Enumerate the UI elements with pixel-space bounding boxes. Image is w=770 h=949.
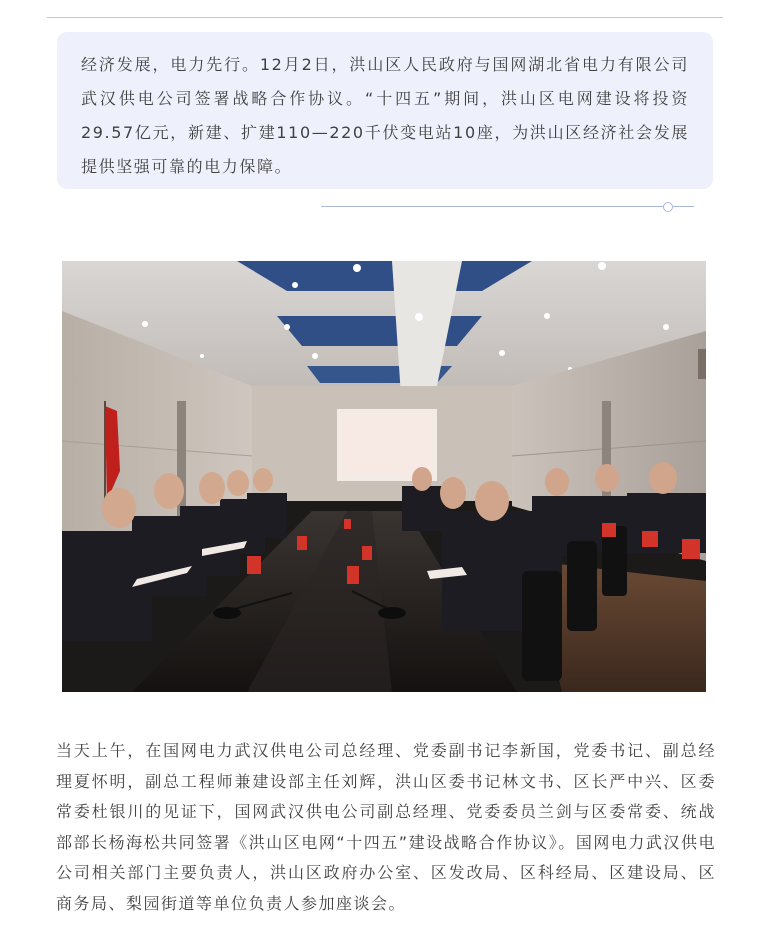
body-paragraph: 当天上午，在国网电力武汉供电公司总经理、党委副书记李新国，党委书记、副总经理夏怀明，副总工程师兼建设部主任刘辉，洪山区委书记林文书、区长严中兴、区委常委杜银川的见证下，国网武汉供电公司副总经理、党委委员兰剑与区委常委、统战部部长杨海松共同签署《洪山区电网“十四五”建设战略合作协议》。国网电力武汉供电公司相关部门主要负责人，洪山区政府办公室、区发改局、区科经局、区建设局、区商务局、梨园街道等单位负责人参加座谈会。 xyxy=(56,741,716,913)
top-divider xyxy=(47,17,723,18)
intro-paragraph: 经济发展，电力先行。12月2日，洪山区人民政府与国网湖北省电力有限公司武汉供电公司签署战略合作协议。“十四五”期间，洪山区电网建设将投资29.57亿元，新建、扩建110—220千伏变电站10座，为洪山区经济社会发展提供坚强可靠的电力保障。 xyxy=(81,55,689,176)
intro-card xyxy=(57,32,713,189)
section-divider xyxy=(321,202,694,212)
meeting-photo-illustration xyxy=(62,261,706,692)
divider-line xyxy=(321,206,694,207)
divider-dot-icon xyxy=(663,202,673,212)
meeting-photo xyxy=(62,261,706,692)
